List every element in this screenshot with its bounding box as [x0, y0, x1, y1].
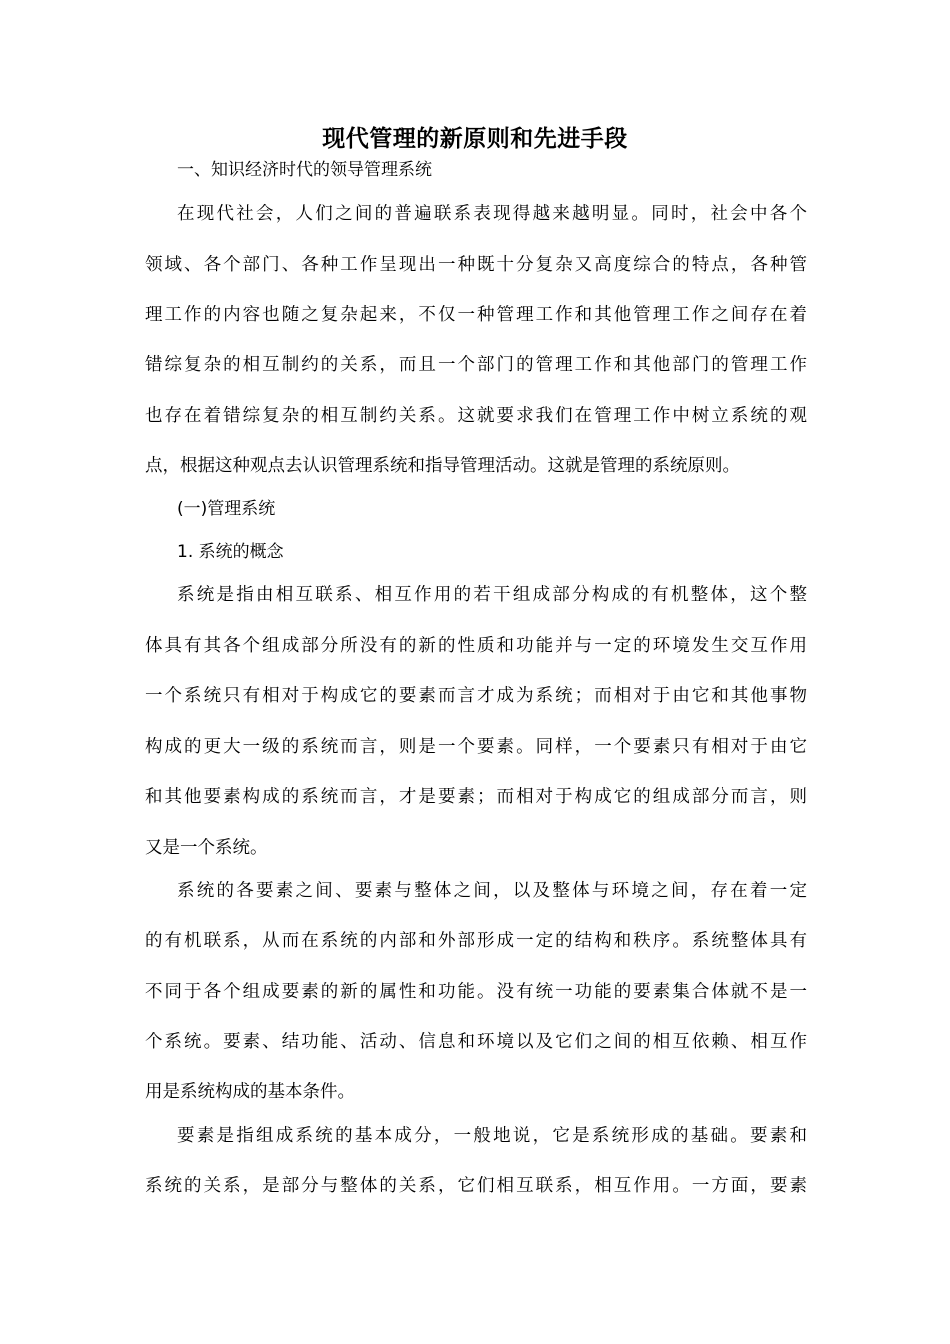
paragraph-4-line-1: 要素是指组成系统的基本成分，一般地说，它是系统形成的基础。要素和 [177, 1126, 807, 1146]
paragraph-1-line-4: 错综复杂的相互制约的关系，而且一个部门的管理工作和其他部门的管理工作 [145, 355, 807, 375]
paragraph-2-line-4: 构成的更大一级的系统而言，则是一个要素。同样，一个要素只有相对于由它 [145, 737, 807, 757]
document-title: 现代管理的新原则和先进手段 [322, 126, 628, 152]
paragraph-4-line-2: 系统的关系，是部分与整体的关系，它们相互联系，相互作用。一方面，要素 [145, 1176, 807, 1196]
sub-heading-system-concept: 1. 系统的概念 [177, 542, 284, 562]
paragraph-3-line-3: 不同于各个组成要素的新的属性和功能。没有统一功能的要素集合体就不是一 [145, 982, 807, 1002]
section-heading: 一、知识经济时代的领导管理系统 [177, 160, 432, 180]
paragraph-3-line-5: 用是系统构成的基本条件。 [145, 1082, 355, 1102]
paragraph-1-line-6: 点，根据这种观点去认识管理系统和指导管理活动。这就是管理的系统原则。 [145, 456, 740, 476]
paragraph-2-line-2: 体具有其各个组成部分所没有的新的性质和功能并与一定的环境发生交互作用 [145, 636, 807, 656]
paragraph-2-line-5: 和其他要素构成的系统而言，才是要素；而相对于构成它的组成部分而言，则 [145, 787, 807, 807]
sub-heading-management-system: (一)管理系统 [177, 499, 276, 519]
paragraph-1-line-2: 领域、各个部门、各种工作呈现出一种既十分复杂又高度综合的特点，各种管 [145, 255, 807, 275]
paragraph-2-line-1: 系统是指由相互联系、相互作用的若干组成部分构成的有机整体，这个整 [177, 585, 807, 605]
paragraph-3-line-4: 个系统。要素、结功能、活动、信息和环境以及它们之间的相互依赖、相互作 [145, 1032, 807, 1052]
paragraph-1-line-5: 也存在着错综复杂的相互制约关系。这就要求我们在管理工作中树立系统的观 [145, 406, 807, 426]
paragraph-2-line-3: 一个系统只有相对于构成它的要素而言才成为系统；而相对于由它和其他事物 [145, 686, 807, 706]
paragraph-1-line-1: 在现代社会，人们之间的普遍联系表现得越来越明显。同时，社会中各个 [177, 204, 807, 224]
paragraph-3-line-2: 的有机联系，从而在系统的内部和外部形成一定的结构和秩序。系统整体具有 [145, 931, 807, 951]
paragraph-1-line-3: 理工作的内容也随之复杂起来，不仅一种管理工作和其他管理工作之间存在着 [145, 305, 807, 325]
paragraph-3-line-1: 系统的各要素之间、要素与整体之间，以及整体与环境之间，存在着一定 [177, 881, 807, 901]
paragraph-2-line-6: 又是一个系统。 [145, 838, 268, 858]
